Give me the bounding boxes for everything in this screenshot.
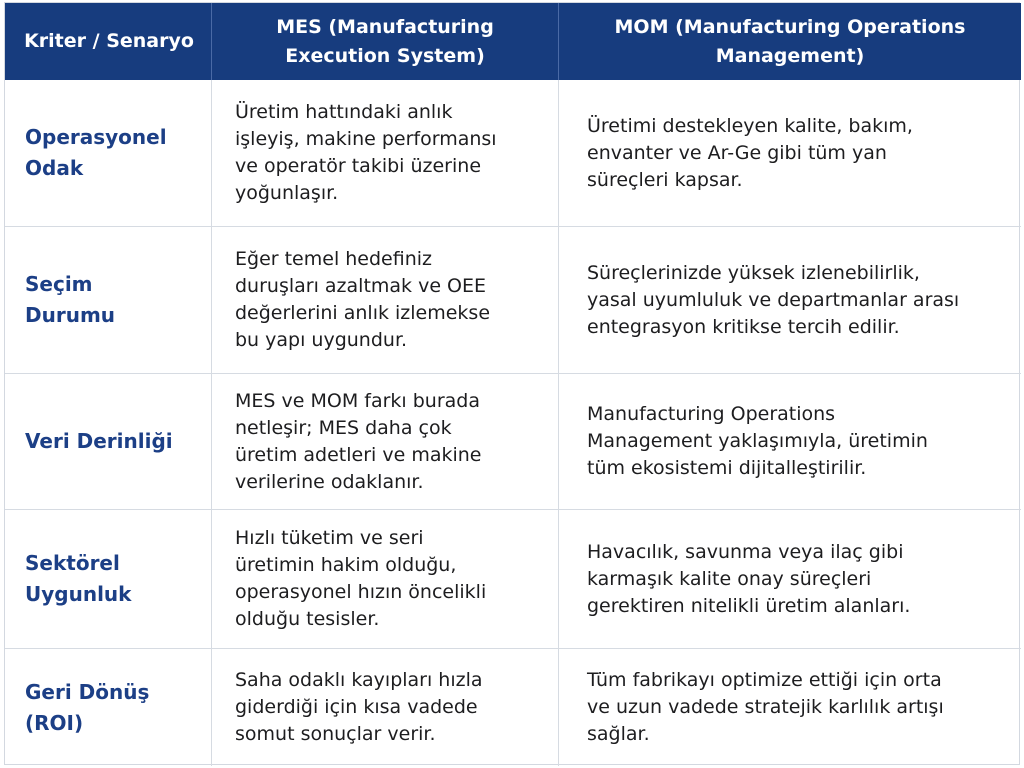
comparison-table xyxy=(4,2,1020,765)
mes-text: Üretim hattındaki anlık işleyiş, makine performansı ve operatör takibi üzerine yoğunlaşır. xyxy=(235,101,497,204)
mom-cell xyxy=(559,80,1021,227)
mes-cell xyxy=(212,649,559,766)
mes-cell xyxy=(212,374,559,510)
criterion-label: Operasyonel Odak xyxy=(25,125,167,180)
header-criteria-label: Kriter / Senaryo xyxy=(24,30,194,52)
mom-cell xyxy=(559,649,1021,766)
mom-text: Havacılık, savunma veya ilaç gibi karmaşık kalite onay süreçleri gerektiren nitelikli üretim alanları. xyxy=(587,540,911,617)
mom-cell xyxy=(559,510,1021,649)
criterion-cell xyxy=(5,374,212,510)
mom-text: Manufacturing Operations Management yaklaşımıyla, üretimin tüm ekosistemi dijitalleştirilir. xyxy=(587,403,928,479)
criterion-cell xyxy=(5,227,212,374)
mes-text: MES ve MOM farkı burada netleşir; MES daha çok üretim adetleri ve makine verilerine odaklanır. xyxy=(235,389,482,493)
criterion-cell xyxy=(5,649,212,766)
header-mes xyxy=(212,3,559,80)
mom-text: Süreçlerinizde yüksek izlenebilirlik, yasal uyumluluk ve departmanlar arası entegrasyon kritikse tercih edilir. xyxy=(587,261,960,338)
criterion-label: Seçim Durumu xyxy=(25,272,116,327)
header-criteria xyxy=(5,3,212,80)
mes-cell xyxy=(212,80,559,227)
mom-cell xyxy=(559,227,1021,374)
mes-text: Eğer temel hedefiniz duruşları azaltmak ve OEE değerlerini anlık izlemekse bu yapı uygundur. xyxy=(235,248,491,351)
mes-text: Saha odaklı kayıpları hızla giderdiği için kısa vadede somut sonuçlar verir. xyxy=(235,669,483,745)
criterion-cell xyxy=(5,80,212,227)
mes-cell xyxy=(212,227,559,374)
header-mes-label: MES (Manufacturing Execution System) xyxy=(276,15,494,67)
mes-text: Hızlı tüketim ve seri üretimin hakim olduğu, operasyonel hızın öncelikli olduğu tesisler. xyxy=(235,527,487,630)
header-mom xyxy=(559,3,1021,80)
criterion-label: Veri Derinliği xyxy=(25,429,173,453)
criterion-label: Geri Dönüş (ROI) xyxy=(25,679,150,735)
criterion-label: Sektörel Uygunluk xyxy=(25,551,132,606)
header-mom-label: MOM (Manufacturing Operations Management) xyxy=(614,15,966,67)
mom-text: Üretimi destekleyen kalite, bakım, envanter ve Ar-Ge gibi tüm yan süreçleri kapsar. xyxy=(587,114,913,191)
mes-cell xyxy=(212,510,559,649)
mom-cell xyxy=(559,374,1021,510)
criterion-cell xyxy=(5,510,212,649)
mom-text: Tüm fabrikayı optimize ettiği için orta ve uzun vadede stratejik karlılık artışı sağlar. xyxy=(587,669,944,745)
